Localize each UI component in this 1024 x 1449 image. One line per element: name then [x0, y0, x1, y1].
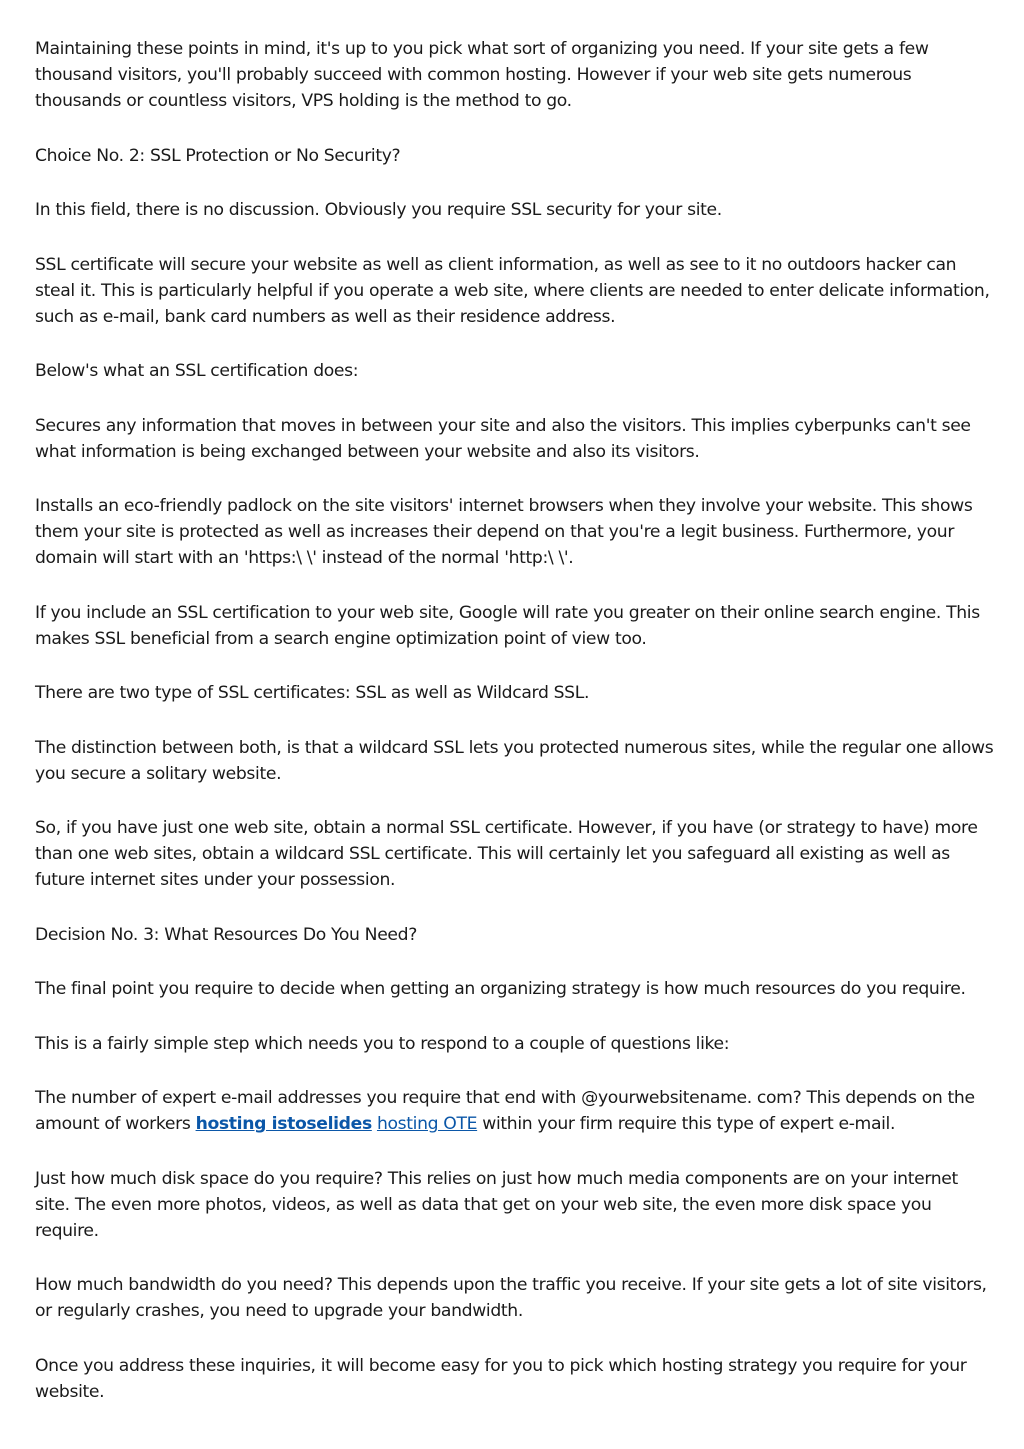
email-text-before: The number of expert e-mail addresses you require that end with @yourwebsitename. com? This depends on the amount of workers [35, 1088, 975, 1134]
paragraph-distinction: The distinction between both, is that a wildcard SSL lets you protected numerous sites, while the regular one allows you secure a solitary website. [35, 737, 994, 784]
paragraph-ssl-types: There are two type of SSL certificates: SSL as well as Wildcard SSL. [35, 683, 590, 703]
paragraph-final-point: The final point you require to decide when getting an organizing strategy is how much resources do you require. [35, 979, 966, 999]
paragraph-secures: Secures any information that moves in between your site and also the visitors. This implies cyberpunks can't see what information is being exchanged between your website and also its visitors. [35, 415, 971, 462]
paragraph-which-cert: So, if you have just one web site, obtain a normal SSL certificate. However, if you have (or strategy to have) more than one web sites, obtain a wildcard SSL certificate. This will certainly let you safeguard all existing as well as future internet sites under your possession. [35, 818, 978, 890]
paragraph-google-rank: If you include an SSL certification to your web site, Google will rate you greater on their online search engine. This makes SSL beneficial from a search engine optimization point of view too. [35, 602, 980, 649]
heading-decision-3: Decision No. 3: What Resources Do You Need? [35, 924, 417, 945]
paragraph-no-discussion: In this field, there is no discussion. Obviously you require SSL security for your site. [35, 200, 722, 220]
paragraph-conclusion: Once you address these inquiries, it will become easy for you to pick which hosting strategy you require for your website. [35, 1355, 967, 1402]
paragraph-intro: Maintaining these points in mind, it's up to you pick what sort of organizing you need. If your site gets a few thousand visitors, you'll probably succeed with common hosting. However if your web site gets numerous thousands or countless visitors, VPS holding is the method to go. [35, 39, 929, 111]
paragraph-ssl-certificate: SSL certificate will secure your website as well as client information, as well as see to it no outdoors hacker can steal it. This is particularly helpful if you operate a web site, where clients are needed to enter delicate information, such as e-mail, bank card numbers as well as their residence address. [35, 254, 990, 327]
paragraph-ssl-does: Below's what an SSL certification does: [35, 361, 359, 381]
link-hosting-ote[interactable]: hosting OTE [376, 1114, 478, 1134]
paragraph-email-addresses [35, 1085, 995, 1137]
paragraph-simple-step: This is a fairly simple step which needs you to respond to a couple of questions like: [35, 1033, 730, 1054]
email-text-after: within your firm require this type of expert e-mail. [477, 1114, 896, 1134]
paragraph-bandwidth: How much bandwidth do you need? This depends upon the traffic you receive. If your site gets a lot of site visitors, or regularly crashes, you need to upgrade your bandwidth. [35, 1275, 987, 1321]
heading-choice-2: Choice No. 2: SSL Protection or No Security? [35, 145, 401, 166]
link-hosting-istoselides[interactable]: hosting istoselides [195, 1114, 372, 1134]
paragraph-padlock: Installs an eco-friendly padlock on the site visitors' internet browsers when they involve your website. This shows them your site is protected as well as increases their depend on that you're a legit business. Furthermore, your domain will start with an 'https:\ \' instead of the normal 'http:\ \'. [35, 496, 973, 568]
paragraph-disk-space: Just how much disk space do you require? This relies on just how much media components are on your internet site. The even more photos, videos, as well as data that get on your web site, the even more disk space you require. [35, 1168, 958, 1241]
document-body [35, 36, 995, 1433]
